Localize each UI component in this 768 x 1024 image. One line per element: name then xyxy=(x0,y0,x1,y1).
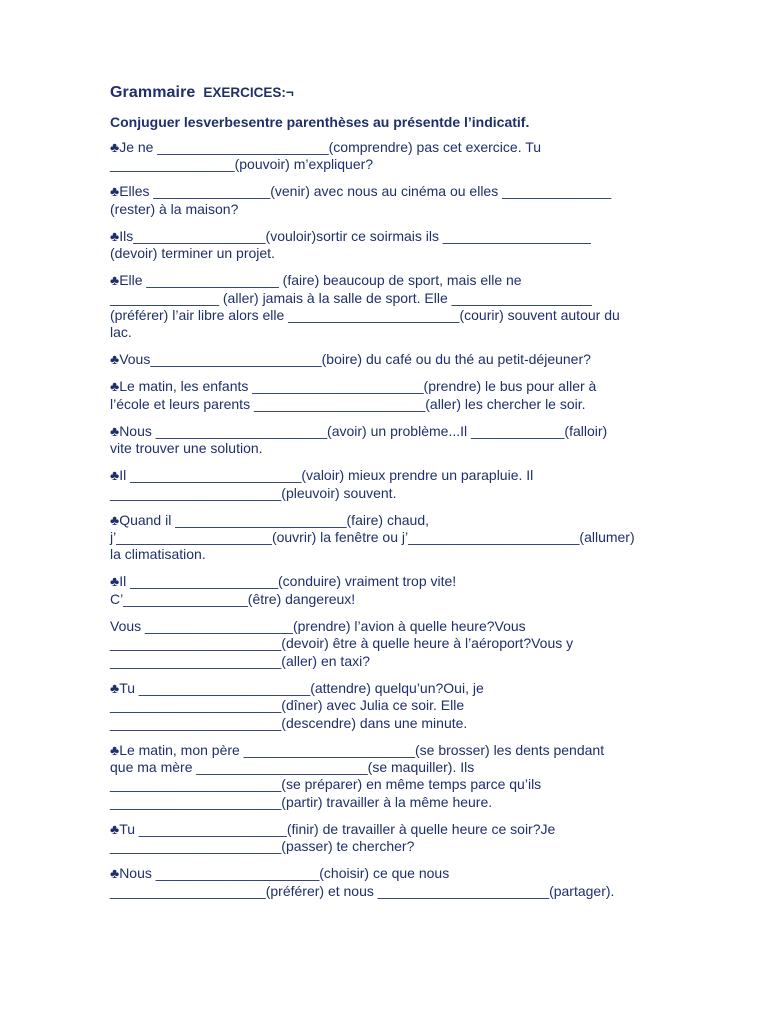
exercise-line: ♣Je ne ______________________(comprendre) pas cet exercice. Tu xyxy=(110,139,542,155)
exercise-line: ______________________(descendre) dans une minute. xyxy=(110,714,468,731)
exercise-item xyxy=(110,272,708,342)
exercise-line: ♣Nous _____________________(choisir) ce que nous xyxy=(110,865,450,882)
exercise-line: j’____________________(ouvrir) la fenêtre ou j’______________________(allumer) xyxy=(110,529,635,546)
exercise-line: ♣Elles _______________(venir) avec nous au cinéma ou elles ______________ xyxy=(110,183,612,200)
exercise-item xyxy=(110,467,708,502)
exercise-line: ______________________(se préparer) en même temps parce qu’ils xyxy=(110,776,542,793)
exercise-line: la climatisation. xyxy=(110,546,206,563)
exercise-item xyxy=(110,821,708,856)
exercise-line: (préférer) l’air libre alors elle ______________________(courir) souvent autour du xyxy=(110,307,620,324)
exercise-line: ♣Ils_________________(vouloir)sortir ce soirmais ils ___________________ xyxy=(110,227,591,244)
exercise-item xyxy=(110,865,708,900)
exercise-item xyxy=(110,573,708,608)
exercise-line: ____________________(préférer) et nous ______________________(partager). xyxy=(110,882,615,899)
title-row xyxy=(110,84,708,102)
exercise-item xyxy=(110,618,708,670)
exercise-list xyxy=(110,139,708,900)
exercise-item xyxy=(110,139,708,174)
exercise-line: lac. xyxy=(110,324,132,341)
exercise-line: ________________(pouvoir) m’expliquer? xyxy=(110,156,374,173)
exercise-line: ♣Vous______________________(boire) du café ou du thé au petit-déjeuner? xyxy=(110,351,591,368)
exercise-line: ______________________(partir) travailler à la même heure. xyxy=(110,793,493,810)
page-title: Grammaire xyxy=(110,84,196,101)
exercise-line: ♣Tu ______________________(attendre) quelqu’un?Oui, je xyxy=(110,679,484,696)
exercise-line: ♣Nous ______________________(avoir) un problème...Il ____________(falloir) xyxy=(110,422,608,439)
exercise-line: ♣Elle _________________ (faire) beaucoup de sport, mais elle ne xyxy=(110,272,522,289)
exercise-line: (devoir) terminer un projet. xyxy=(110,245,275,262)
exercise-line: ♣Il ______________________(valoir) mieux prendre un parapluie. Il xyxy=(110,467,534,484)
exercise-line: que ma mère ______________________(se maquiller). Ils xyxy=(110,758,475,775)
exercise-line: ♣Tu ___________________(finir) de travailler à quelle heure ce soir?Je xyxy=(110,820,556,837)
exercise-line: ______________________(passer) te chercher? xyxy=(110,838,415,855)
exercise-item xyxy=(110,742,708,812)
exercise-line: ______________________(devoir) être à quelle heure à l’aéroport?Vous y xyxy=(110,635,574,652)
exercise-item xyxy=(110,351,708,368)
exercise-line: C’________________(être) dangereux! xyxy=(110,590,356,607)
exercise-item xyxy=(110,228,708,263)
exercise-line: vite trouver une solution. xyxy=(110,440,263,457)
exercise-line: ______________________(aller) en taxi? xyxy=(110,652,370,669)
exercise-line: ♣Quand il ______________________(faire) chaud, xyxy=(110,511,429,528)
page-subtitle: EXERCICES:¬ xyxy=(203,85,294,100)
exercise-item xyxy=(110,512,708,564)
exercise-item xyxy=(110,378,708,413)
exercise-line: ♣Il ___________________(conduire) vraiment trop vite! xyxy=(110,573,457,590)
exercise-line: ______________________(dîner) avec Julia ce soir. Elle xyxy=(110,697,465,714)
exercise-line: Vous ___________________(prendre) l’avion à quelle heure?Vous xyxy=(110,617,526,634)
instruction-text: Conjuguer lesverbesentre parenthèses au présentde l’indicatif. xyxy=(110,114,530,130)
exercise-line: ______________________(pleuvoir) souvent. xyxy=(110,484,397,501)
exercise-line: l’école et leurs parents ______________________(aller) les chercher le soir. xyxy=(110,395,586,412)
exercise-item xyxy=(110,680,708,732)
exercise-line: ♣Le matin, les enfants ______________________(prendre) le bus pour aller à xyxy=(110,378,597,395)
exercise-item xyxy=(110,423,708,458)
exercise-line: ______________ (aller) jamais à la salle de sport. Elle __________________ xyxy=(110,289,592,306)
exercise-line: ♣Le matin, mon père ______________________(se brosser) les dents pendant xyxy=(110,741,605,758)
exercise-item xyxy=(110,183,708,218)
exercise-line: (rester) à la maison? xyxy=(110,200,239,217)
